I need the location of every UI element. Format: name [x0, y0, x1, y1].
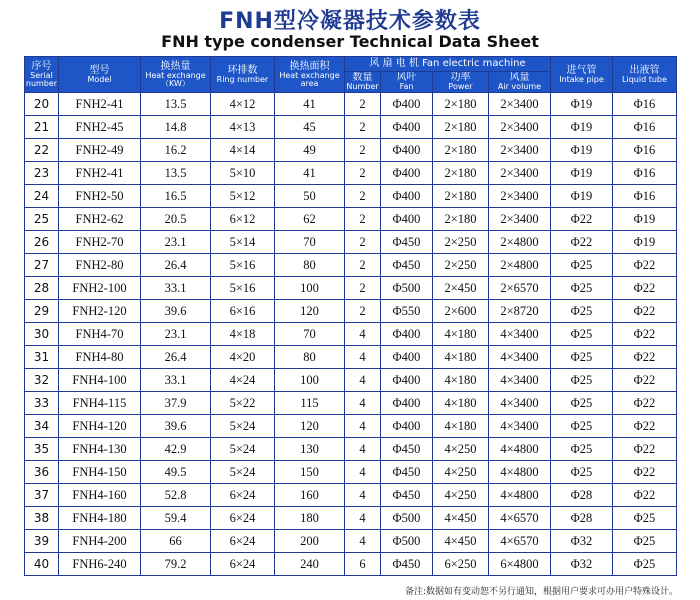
ring-number-cell: 5×12	[211, 185, 275, 208]
model-cell: FNH2-41	[59, 93, 141, 116]
model-cell: FNH4-115	[59, 392, 141, 415]
heat-exchange-cell: 39.6	[141, 415, 211, 438]
liquid-tube-cell: Φ16	[613, 139, 677, 162]
intake-pipe-cell: Φ25	[551, 438, 613, 461]
fan-blade-cell: Φ400	[381, 93, 433, 116]
fan-power-cell: 4×450	[433, 530, 489, 553]
area-cell: 150	[275, 461, 345, 484]
fan-number-cell: 4	[345, 530, 381, 553]
fan-number-cell: 4	[345, 507, 381, 530]
fan-blade-cell: Φ400	[381, 208, 433, 231]
ring-number-cell: 6×12	[211, 208, 275, 231]
fan-power-cell: 6×250	[433, 553, 489, 576]
intake-pipe-cell: Φ28	[551, 484, 613, 507]
fan-power-cell: 2×250	[433, 254, 489, 277]
intake-pipe-cell: Φ25	[551, 346, 613, 369]
heat-exchange-cell: 33.1	[141, 277, 211, 300]
model-cell: FNH4-100	[59, 369, 141, 392]
fan-blade-cell: Φ450	[381, 461, 433, 484]
liquid-tube-cell: Φ22	[613, 369, 677, 392]
table-row	[25, 277, 677, 300]
serial-cell: 27	[25, 254, 59, 277]
air-volume-cell: 2×3400	[489, 208, 551, 231]
fan-power-cell: 4×250	[433, 484, 489, 507]
ring-number-cell: 5×16	[211, 254, 275, 277]
fan-number-cell: 4	[345, 346, 381, 369]
fan-blade-cell: Φ450	[381, 438, 433, 461]
liquid-tube-cell: Φ19	[613, 208, 677, 231]
serial-cell: 29	[25, 300, 59, 323]
fan-blade-cell: Φ500	[381, 530, 433, 553]
liquid-tube-cell: Φ16	[613, 116, 677, 139]
area-cell: 70	[275, 231, 345, 254]
fan-number-cell: 4	[345, 392, 381, 415]
heat-exchange-cell: 66	[141, 530, 211, 553]
fan-blade-cell: Φ500	[381, 507, 433, 530]
fan-power-cell: 4×180	[433, 369, 489, 392]
fan-number-cell: 2	[345, 208, 381, 231]
liquid-tube-cell: Φ22	[613, 300, 677, 323]
table-row	[25, 93, 677, 116]
table-row	[25, 254, 677, 277]
intake-pipe-cell: Φ19	[551, 185, 613, 208]
fan-blade-cell: Φ400	[381, 415, 433, 438]
heat-exchange-cell: 37.9	[141, 392, 211, 415]
fan-power-cell: 4×180	[433, 415, 489, 438]
area-cell: 180	[275, 507, 345, 530]
model-cell: FNH2-100	[59, 277, 141, 300]
area-cell: 240	[275, 553, 345, 576]
model-cell: FNH2-49	[59, 139, 141, 162]
fan-number-cell: 4	[345, 369, 381, 392]
intake-pipe-cell: Φ19	[551, 139, 613, 162]
serial-cell: 36	[25, 461, 59, 484]
intake-pipe-cell: Φ25	[551, 300, 613, 323]
serial-cell: 38	[25, 507, 59, 530]
air-volume-cell: 4×4800	[489, 461, 551, 484]
table-row	[25, 208, 677, 231]
area-cell: 41	[275, 93, 345, 116]
serial-cell: 40	[25, 553, 59, 576]
table-row	[25, 323, 677, 346]
table-row	[25, 438, 677, 461]
fan-blade-cell: Φ400	[381, 139, 433, 162]
header-area: 换热面积 Heat exchange area	[275, 57, 345, 93]
intake-pipe-cell: Φ19	[551, 116, 613, 139]
intake-pipe-cell: Φ25	[551, 369, 613, 392]
fan-blade-cell: Φ450	[381, 553, 433, 576]
ring-number-cell: 5×24	[211, 415, 275, 438]
model-cell: FNH2-62	[59, 208, 141, 231]
air-volume-cell: 6×4800	[489, 553, 551, 576]
table-row	[25, 392, 677, 415]
model-cell: FNH4-70	[59, 323, 141, 346]
area-cell: 120	[275, 415, 345, 438]
serial-cell: 22	[25, 139, 59, 162]
fan-power-cell: 4×450	[433, 507, 489, 530]
air-volume-cell: 2×3400	[489, 185, 551, 208]
fan-power-cell: 2×180	[433, 208, 489, 231]
fan-power-cell: 2×450	[433, 277, 489, 300]
serial-cell: 32	[25, 369, 59, 392]
serial-cell: 31	[25, 346, 59, 369]
heat-exchange-cell: 79.2	[141, 553, 211, 576]
intake-pipe-cell: Φ25	[551, 392, 613, 415]
model-cell: FNH2-70	[59, 231, 141, 254]
area-cell: 80	[275, 254, 345, 277]
model-cell: FNH4-80	[59, 346, 141, 369]
fan-number-cell: 2	[345, 139, 381, 162]
fan-blade-cell: Φ400	[381, 116, 433, 139]
ring-number-cell: 6×24	[211, 530, 275, 553]
fan-power-cell: 2×180	[433, 185, 489, 208]
fan-blade-cell: Φ400	[381, 392, 433, 415]
serial-cell: 39	[25, 530, 59, 553]
intake-pipe-cell: Φ19	[551, 162, 613, 185]
serial-cell: 34	[25, 415, 59, 438]
fan-blade-cell: Φ500	[381, 277, 433, 300]
ring-number-cell: 6×16	[211, 300, 275, 323]
liquid-tube-cell: Φ25	[613, 553, 677, 576]
ring-number-cell: 4×20	[211, 346, 275, 369]
heat-exchange-cell: 33.1	[141, 369, 211, 392]
fan-power-cell: 2×180	[433, 162, 489, 185]
ring-number-cell: 4×12	[211, 93, 275, 116]
ring-number-cell: 5×16	[211, 277, 275, 300]
air-volume-cell: 4×3400	[489, 346, 551, 369]
data-sheet-table	[24, 56, 677, 576]
ring-number-cell: 6×24	[211, 484, 275, 507]
heat-exchange-cell: 26.4	[141, 254, 211, 277]
liquid-tube-cell: Φ22	[613, 254, 677, 277]
page-title: FNH型冷凝器技术参数表	[219, 9, 481, 34]
fan-number-cell: 2	[345, 277, 381, 300]
fan-number-cell: 6	[345, 553, 381, 576]
fan-number-cell: 4	[345, 438, 381, 461]
ring-number-cell: 4×18	[211, 323, 275, 346]
area-cell: 200	[275, 530, 345, 553]
air-volume-cell: 2×4800	[489, 231, 551, 254]
model-cell: FNH2-80	[59, 254, 141, 277]
header-heat-exchange: 换热量 Heat exchange （KW）	[141, 57, 211, 93]
heat-exchange-cell: 23.1	[141, 231, 211, 254]
table-row	[25, 461, 677, 484]
fan-power-cell: 2×180	[433, 116, 489, 139]
fan-number-cell: 2	[345, 162, 381, 185]
area-cell: 45	[275, 116, 345, 139]
model-cell: FNH2-50	[59, 185, 141, 208]
intake-pipe-cell: Φ25	[551, 415, 613, 438]
liquid-tube-cell: Φ22	[613, 323, 677, 346]
model-cell: FNH4-180	[59, 507, 141, 530]
fan-power-cell: 2×180	[433, 139, 489, 162]
fan-blade-cell: Φ450	[381, 254, 433, 277]
table-row	[25, 346, 677, 369]
intake-pipe-cell: Φ25	[551, 277, 613, 300]
table-row	[25, 415, 677, 438]
air-volume-cell: 4×4800	[489, 484, 551, 507]
serial-cell: 33	[25, 392, 59, 415]
liquid-tube-cell: Φ22	[613, 415, 677, 438]
liquid-tube-cell: Φ22	[613, 438, 677, 461]
air-volume-cell: 4×6570	[489, 507, 551, 530]
air-volume-cell: 2×4800	[489, 254, 551, 277]
air-volume-cell: 2×3400	[489, 139, 551, 162]
serial-cell: 30	[25, 323, 59, 346]
fan-power-cell: 2×180	[433, 93, 489, 116]
fan-power-cell: 4×180	[433, 392, 489, 415]
air-volume-cell: 2×8720	[489, 300, 551, 323]
model-cell: FNH4-200	[59, 530, 141, 553]
air-volume-cell: 2×3400	[489, 93, 551, 116]
heat-exchange-cell: 49.5	[141, 461, 211, 484]
heat-exchange-cell: 16.5	[141, 185, 211, 208]
serial-cell: 28	[25, 277, 59, 300]
header-fan-number: 数量 Number	[346, 72, 379, 91]
area-cell: 100	[275, 369, 345, 392]
ring-number-cell: 5×10	[211, 162, 275, 185]
fan-power-cell: 2×600	[433, 300, 489, 323]
table-row	[25, 185, 677, 208]
fan-blade-cell: Φ550	[381, 300, 433, 323]
fan-blade-cell: Φ400	[381, 185, 433, 208]
liquid-tube-cell: Φ22	[613, 392, 677, 415]
table-row	[25, 553, 677, 576]
air-volume-cell: 4×4800	[489, 438, 551, 461]
serial-cell: 21	[25, 116, 59, 139]
area-cell: 41	[275, 162, 345, 185]
liquid-tube-cell: Φ19	[613, 231, 677, 254]
fan-blade-cell: Φ450	[381, 484, 433, 507]
intake-pipe-cell: Φ32	[551, 530, 613, 553]
fan-power-cell: 4×250	[433, 461, 489, 484]
area-cell: 80	[275, 346, 345, 369]
footnote: 备注:数据如有变动恕不另行通知，根据用户要求可办用户特殊设计。	[404, 587, 678, 597]
air-volume-cell: 2×3400	[489, 116, 551, 139]
liquid-tube-cell: Φ25	[613, 530, 677, 553]
model-cell: FNH4-160	[59, 484, 141, 507]
table-row	[25, 116, 677, 139]
intake-pipe-cell: Φ32	[551, 553, 613, 576]
header-intake-pipe: 进气管 Intake pipe	[551, 57, 613, 93]
ring-number-cell: 4×24	[211, 369, 275, 392]
fan-blade-cell: Φ400	[381, 369, 433, 392]
ring-number-cell: 6×24	[211, 507, 275, 530]
heat-exchange-cell: 42.9	[141, 438, 211, 461]
model-cell: FNH4-120	[59, 415, 141, 438]
liquid-tube-cell: Φ22	[613, 277, 677, 300]
area-cell: 130	[275, 438, 345, 461]
serial-cell: 20	[25, 93, 59, 116]
serial-cell: 37	[25, 484, 59, 507]
serial-cell: 35	[25, 438, 59, 461]
table-row	[25, 139, 677, 162]
heat-exchange-cell: 13.5	[141, 93, 211, 116]
header-fan-group: 风 扇 电 机 Fan electric machine	[345, 57, 551, 72]
serial-cell: 23	[25, 162, 59, 185]
serial-cell: 26	[25, 231, 59, 254]
intake-pipe-cell: Φ22	[551, 208, 613, 231]
liquid-tube-cell: Φ16	[613, 93, 677, 116]
liquid-tube-cell: Φ16	[613, 162, 677, 185]
header-serial: 序号 Serial number	[25, 57, 59, 93]
model-cell: FNH2-41	[59, 162, 141, 185]
fan-blade-cell: Φ400	[381, 323, 433, 346]
fan-blade-cell: Φ450	[381, 231, 433, 254]
liquid-tube-cell: Φ22	[613, 461, 677, 484]
fan-power-cell: 4×180	[433, 346, 489, 369]
heat-exchange-cell: 59.4	[141, 507, 211, 530]
fan-power-cell: 4×250	[433, 438, 489, 461]
area-cell: 115	[275, 392, 345, 415]
fan-power-cell: 2×250	[433, 231, 489, 254]
heat-exchange-cell: 20.5	[141, 208, 211, 231]
liquid-tube-cell: Φ25	[613, 507, 677, 530]
area-cell: 160	[275, 484, 345, 507]
fan-number-cell: 4	[345, 461, 381, 484]
table-row	[25, 530, 677, 553]
fan-blade-cell: Φ400	[381, 162, 433, 185]
table-row	[25, 369, 677, 392]
area-cell: 50	[275, 185, 345, 208]
serial-cell: 25	[25, 208, 59, 231]
model-cell: FNH2-120	[59, 300, 141, 323]
ring-number-cell: 5×24	[211, 461, 275, 484]
model-cell: FNH2-45	[59, 116, 141, 139]
fan-number-cell: 4	[345, 323, 381, 346]
header-fan-blade: 风叶 Fan	[381, 72, 433, 93]
fan-number-cell: 2	[345, 185, 381, 208]
intake-pipe-cell: Φ28	[551, 507, 613, 530]
fan-number-cell: 4	[345, 415, 381, 438]
air-volume-cell: 2×6570	[489, 277, 551, 300]
header-liquid-tube: 出液管 Liquid tube	[613, 57, 677, 93]
heat-exchange-cell: 14.8	[141, 116, 211, 139]
air-volume-cell: 4×6570	[489, 530, 551, 553]
heat-exchange-cell: 39.6	[141, 300, 211, 323]
fan-blade-cell: Φ400	[381, 346, 433, 369]
air-volume-cell: 4×3400	[489, 369, 551, 392]
heat-exchange-cell: 52.8	[141, 484, 211, 507]
air-volume-cell: 4×3400	[489, 415, 551, 438]
liquid-tube-cell: Φ16	[613, 185, 677, 208]
fan-number-cell: 4	[345, 484, 381, 507]
model-cell: FNH4-150	[59, 461, 141, 484]
header-fan-power: 功率 Power	[433, 72, 489, 93]
fan-number-cell: 2	[345, 116, 381, 139]
liquid-tube-cell: Φ22	[613, 484, 677, 507]
fan-number-cell: 2	[345, 254, 381, 277]
air-volume-cell: 4×3400	[489, 323, 551, 346]
liquid-tube-cell: Φ22	[613, 346, 677, 369]
intake-pipe-cell: Φ25	[551, 461, 613, 484]
table-body	[25, 93, 677, 576]
table-row	[25, 231, 677, 254]
ring-number-cell: 4×14	[211, 139, 275, 162]
model-cell: FNH4-130	[59, 438, 141, 461]
serial-cell: 24	[25, 185, 59, 208]
heat-exchange-cell: 16.2	[141, 139, 211, 162]
intake-pipe-cell: Φ25	[551, 254, 613, 277]
table-row	[25, 507, 677, 530]
area-cell: 49	[275, 139, 345, 162]
heat-exchange-cell: 23.1	[141, 323, 211, 346]
intake-pipe-cell: Φ22	[551, 231, 613, 254]
fan-number-cell: 2	[345, 231, 381, 254]
intake-pipe-cell: Φ19	[551, 93, 613, 116]
ring-number-cell: 5×22	[211, 392, 275, 415]
intake-pipe-cell: Φ25	[551, 323, 613, 346]
table-row	[25, 162, 677, 185]
air-volume-cell: 2×3400	[489, 162, 551, 185]
area-cell: 120	[275, 300, 345, 323]
page-subtitle: FNH type condenser Technical Data Sheet	[161, 32, 539, 51]
table-row	[25, 300, 677, 323]
ring-number-cell: 5×14	[211, 231, 275, 254]
ring-number-cell: 4×13	[211, 116, 275, 139]
area-cell: 70	[275, 323, 345, 346]
header-air-volume: 风量 Air volume	[489, 72, 551, 93]
area-cell: 62	[275, 208, 345, 231]
model-cell: FNH6-240	[59, 553, 141, 576]
heat-exchange-cell: 13.5	[141, 162, 211, 185]
fan-number-cell: 2	[345, 93, 381, 116]
header-model: 型号 Model	[59, 57, 141, 93]
fan-power-cell: 4×180	[433, 323, 489, 346]
area-cell: 100	[275, 277, 345, 300]
fan-number-cell: 2	[345, 300, 381, 323]
air-volume-cell: 4×3400	[489, 392, 551, 415]
ring-number-cell: 6×24	[211, 553, 275, 576]
ring-number-cell: 5×24	[211, 438, 275, 461]
table-row	[25, 484, 677, 507]
heat-exchange-cell: 26.4	[141, 346, 211, 369]
header-ring-number: 环排数 Ring number	[211, 57, 275, 93]
